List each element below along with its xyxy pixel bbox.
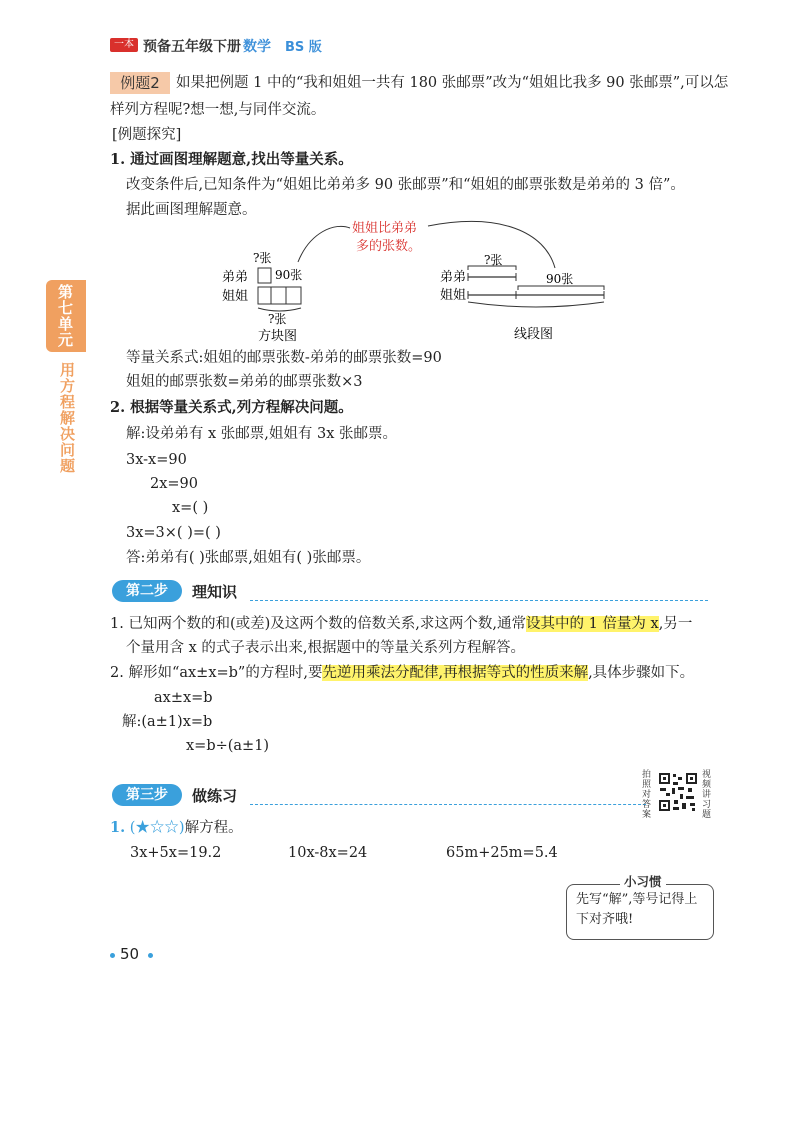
callout-line2: 多的张数。: [356, 239, 422, 254]
practice-problem-3: 65m+25m=5.4: [446, 845, 558, 861]
block-caption: 方块图: [258, 329, 298, 344]
block-sister-2: [271, 287, 286, 304]
step2-rule: [250, 600, 708, 601]
step3-title: 做练习: [192, 787, 238, 805]
stamp-diagram: [0, 0, 800, 350]
segment-label-sister: 姐姐: [440, 288, 467, 303]
relation-1: 等量关系式:姐姐的邮票张数-弟弟的邮票张数=90: [126, 350, 442, 366]
equation-2: 2x=90: [150, 476, 199, 492]
knowledge-2-highlight: 先逆用乘法分配律,再根据等式的性质来解: [322, 665, 589, 681]
qr-label-right: 视频讲习题: [702, 770, 712, 820]
equation-3: x=( ): [172, 500, 209, 516]
habit-tip-title: 小习惯: [620, 872, 666, 890]
step2-heading: 2. 根据等量关系式,列方程解决问题。: [110, 399, 353, 416]
example-badge: 例题2: [110, 72, 170, 94]
practice-1-heading: [110, 818, 243, 838]
block-question-top: ?张: [253, 251, 272, 265]
equation-1: 3x-x=90: [126, 452, 187, 468]
practice-1-number: 1.: [110, 819, 126, 836]
equation-4: 3x=3×( )=( ): [126, 525, 221, 541]
formula-1: ax±x=b: [154, 690, 213, 706]
segment-brace-bottom: [468, 302, 604, 307]
segment-brace-90: [518, 286, 604, 290]
unit-topic: 用方程解决问题: [60, 361, 76, 475]
block-brother: [258, 268, 271, 283]
step1-heading: 1. 通过画图理解题意,找出等量关系。: [110, 151, 353, 168]
knowledge-1-text-a: 1. 已知两个数的和(或差)及这两个数的倍数关系,求这两个数,通常: [110, 616, 526, 632]
callout-arrow-left: [298, 226, 350, 262]
knowledge-1-highlight: 设其中的 1 倍量为 x: [525, 616, 659, 632]
book-subject: 数学: [243, 39, 271, 55]
practice-1-text: 解方程。: [184, 820, 243, 836]
block-label-brother: 弟弟: [222, 270, 249, 285]
block-sister-3: [286, 287, 301, 304]
formula-3: x=b÷(a±1): [186, 738, 270, 754]
knowledge-1-line2: 个量用含 x 的式子表示出来,根据题中的等量关系列方程解答。: [126, 640, 526, 656]
difficulty-stars-icon: (★☆☆): [129, 820, 185, 836]
practice-problem-2: 10x-8x=24: [288, 845, 368, 861]
block-90: 90张: [275, 268, 303, 282]
block-question-bottom: ?张: [268, 312, 287, 326]
page-number: 50: [120, 945, 140, 963]
step1-line2: 据此画图理解题意。: [126, 202, 257, 218]
segment-label-brother: 弟弟: [440, 270, 467, 285]
knowledge-2-text-a: 2. 解形如“ax±x=b”的方程时,要: [110, 665, 323, 681]
qr-label-left: 拍照对答案: [642, 770, 652, 820]
book-title: 预备五年级下册: [143, 39, 241, 55]
step2-badge: 第二步: [112, 580, 182, 602]
answer-line: 答:弟弟有( )张邮票,姐姐有( )张邮票。: [126, 550, 371, 566]
block-sister-1: [258, 287, 271, 304]
brand-logo: 一本: [110, 38, 138, 52]
knowledge-1-text-b: ,另一: [658, 616, 693, 632]
step1-line1: 改变条件后,已知条件为“姐姐比弟弟多 90 张邮票”和“姐姐的邮票张数是弟弟的 3 倍”。: [126, 177, 685, 193]
example-text-line2: 样列方程呢?想一想,与同伴交流。: [110, 102, 326, 118]
page-dot-right: [148, 953, 153, 958]
segment-question: ?张: [484, 253, 503, 267]
explore-label: [例题探究]: [112, 127, 182, 143]
step3-badge: 第三步: [112, 784, 182, 806]
segment-caption: 线段图: [514, 327, 554, 342]
step3-rule: [250, 804, 646, 805]
formula-2: 解:(a±1)x=b: [122, 714, 213, 730]
callout-line1: 姐姐比弟弟: [352, 221, 418, 236]
step2-title: 理知识: [192, 583, 238, 601]
block-label-sister: 姐姐: [222, 289, 249, 304]
knowledge-2-line1: [110, 663, 694, 683]
page-dot-left: [110, 953, 115, 958]
solution-intro: 解:设弟弟有 x 张邮票,姐姐有 3x 张邮票。: [126, 426, 398, 442]
unit-label: 第七单元: [58, 283, 74, 349]
practice-problem-1: 3x+5x=19.2: [130, 845, 222, 861]
relation-2: 姐姐的邮票张数=弟弟的邮票张数×3: [126, 374, 363, 390]
block-brace: [258, 308, 301, 311]
segment-90: 90张: [546, 272, 574, 286]
knowledge-2-text-b: ,具体步骤如下。: [588, 665, 695, 681]
qr-code-icon[interactable]: [658, 772, 698, 812]
knowledge-1-line1: [110, 614, 692, 634]
habit-tip-text: 先写“解”,等号记得上下对齐哦!: [576, 892, 698, 927]
book-edition: BS 版: [285, 40, 322, 55]
example-text-line1: 如果把例题 1 中的“我和姐姐一共有 180 张邮票”改为“姐姐比我多 90 张邮票”,可以怎: [176, 75, 729, 91]
